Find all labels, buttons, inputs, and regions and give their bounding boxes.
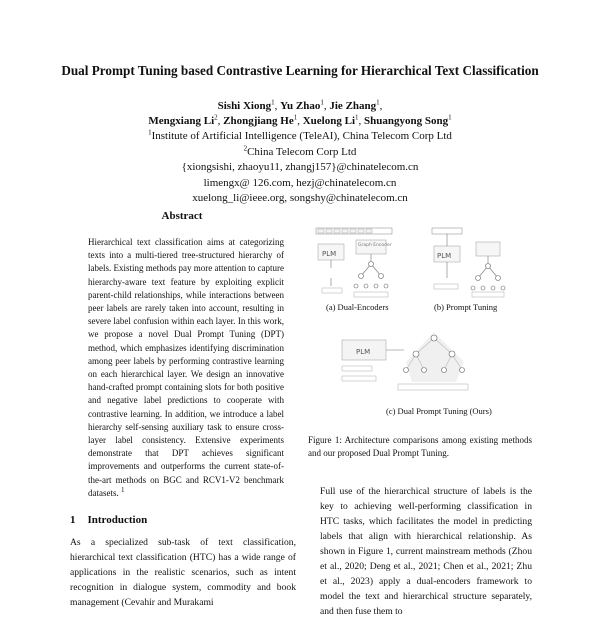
email-line: limengx@ 126.com, hezj@chinatelecom.cn [203, 176, 397, 189]
affiliation-2: $^2$China Telecom Corp Ltd [243, 143, 357, 158]
author-name: Yu Zhao [280, 100, 321, 112]
subcaption-b: (b) Prompt Tuning [434, 302, 498, 312]
author-line-1: Sishi Xiong$^1$, Yu Zhao$^1$, Jie Zhang$^1$, [217, 98, 383, 112]
author-line-2: Mengxiang Li$^2$, Zhongjiang He$^1$, Xuelong Li$^1$, Shuangyong Song$^1$ [148, 113, 452, 127]
author-block [40, 99, 560, 207]
author-name: Mengxiang Li [148, 115, 215, 127]
figure-caption: Figure 1: Architecture comparisons among existing methods and our proposed Dual Prompt Tuning. [308, 435, 532, 458]
graph-encoder-label: Graph Encoder [358, 243, 392, 248]
architecture-diagram [306, 212, 540, 432]
email-line: xuelong_li@ieee.org, songshy@chinatelecom.cn [192, 192, 408, 204]
author-name: Jie Zhang [329, 100, 377, 112]
abstract-body: Hierarchical text classification aims at categorizing texts into a multi-tiered tree-structured hierarchy of labels. Existing methods pay more attention to capture hierarchy-aware text feature by exploiting explicit parent-child relationships, while interactions between peer labels are rarely taken into account, resulting in severe label confusion within each layer. In this work, we propose a novel Dual Prompt Tuning (DPT) method, which emphasizes identifying discrimination among peer labels by performing contrastive learning on each hierarchical layer. We design an innovative hand-crafted prompt containing slots for both positive and negative label predictions to cooperate with contrastive learning. In addition, we introduce a label hierarchy self-sensing auxiliary task to ensure cross-layer label consistency. Extensive experiments demonstrate that DPT achieves significant improvements and outperforms the current state-of-the-art methods on BGC and RCV1-V2 benchmark datasets. $^1$ [88, 237, 284, 498]
subcaption-c: (c) Dual Prompt Tuning (Ours) [386, 406, 492, 416]
intro-paragraph: As a specialized sub-task of text classification, hierarchical text classification (HTC) has a wide range of applications in the realistic scenarios, such as intent recognition in dialogue system, commodity and book management (Cevahir and Murakami [70, 537, 296, 608]
panel-prompt-tuning [432, 228, 505, 297]
subcaption-a: (a) Dual-Encoders [326, 302, 389, 312]
author-name: Xuelong Li [302, 115, 355, 127]
author-name: Sishi Xiong [217, 100, 272, 112]
plm-label-b: PLM [437, 252, 452, 260]
author-name: Zhongjiang He [223, 115, 294, 127]
footnote-mark: 1 [121, 485, 125, 494]
plm-label-c: PLM [356, 348, 371, 356]
author-name: Shuangyong Song [364, 115, 449, 127]
panel-dual-encoders [316, 228, 392, 297]
figure-1 [306, 212, 540, 432]
section-heading: 1 Introduction [70, 514, 148, 526]
paper-title: Dual Prompt Tuning based Contrastive Learning for Hierarchical Text Classification [61, 63, 539, 78]
email-line: {xiongsishi, zhaoyu11, zhangj157}@chinatelecom.cn [181, 161, 419, 173]
plm-label-a: PLM [322, 250, 337, 258]
abstract-heading: Abstract [161, 210, 203, 222]
right-column-paragraph: Full use of the hierarchical structure of labels is the key to achieving well-performing classification in HTC tasks, which facilitates the model in predicting labels that align with hierarchical relationship. As shown in Figure 1, current mainstream methods (Zhou et al., 2020; Deng et al., 2021; Chen et al., 2021; Zhu et al., 2023) apply a dual-encoders framework to model the text and hierarchical structure separately, and then fuse them to [320, 486, 532, 617]
affiliation-1: $^1$Institute of Artificial Intelligence (TeleAI), China Telecom Corp Ltd [148, 128, 452, 142]
panel-dual-prompt-tuning [342, 332, 468, 390]
